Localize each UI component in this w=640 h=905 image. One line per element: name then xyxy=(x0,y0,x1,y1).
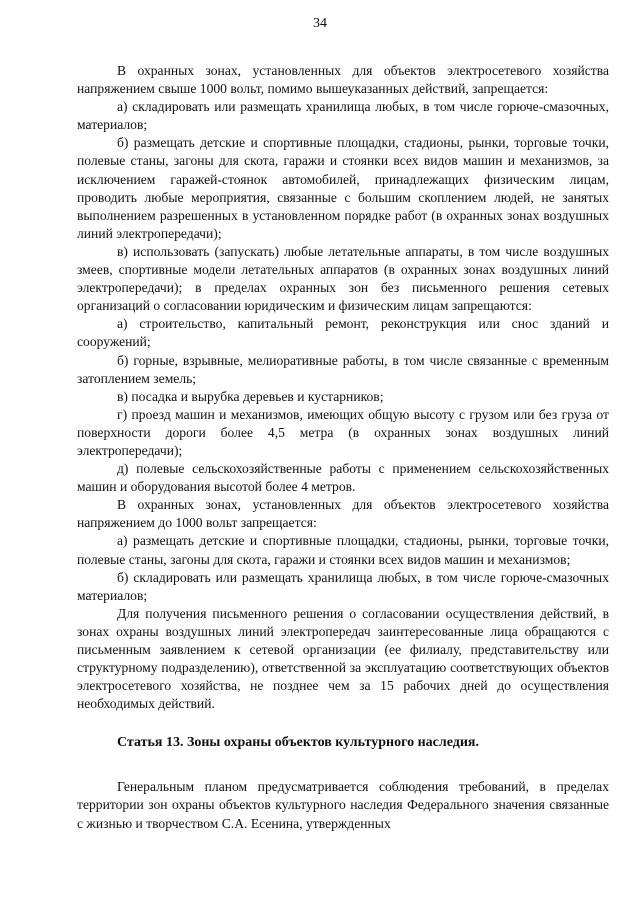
paragraph-item-a-construction: а) строительство, капитальный ремонт, реконструкция или снос зданий и сооружений; xyxy=(77,316,609,350)
paragraph-cultural-heritage: Генеральным планом предусматривается соблюдения требований, в пределах территории зон охраны объектов культурного наследия Федерального значения связанные с жизнью и творчеством С.А. Есенина, утвержденных xyxy=(77,779,609,831)
section-heading: Статья 13. Зоны охраны объектов культурного наследия. xyxy=(117,735,479,751)
paragraph-item-a-fuel-storage: а) складировать или размещать хранилища любых, в том числе горюче-смазочных, материалов; xyxy=(77,99,609,133)
paragraph-approval-procedure: Для получения письменного решения о согласовании осуществления действий, в зонах охраны воздушных линий электропередач заинтересованные лица обращаются с письменным заявлением к сетевой организации (ее филиалу, представительству или структурному подразделению), ответственной за эксплуатацию соответствующих объектов электросетевого хозяйства, не позднее чем за 15 рабочих дней до осуществления необходимых действий. xyxy=(77,605,609,712)
paragraph-item-d-vehicles: г) проезд машин и механизмов, имеющих общую высоту с грузом или без груза от поверхности дороги более 4,5 метра (в охранных зонах воздушных линий электропередачи); xyxy=(77,406,609,458)
paragraph-low-voltage-intro: В охранных зонах, установленных для объектов электросетевого хозяйства напряжением до 1000 вольт запрещается: xyxy=(77,497,609,531)
paragraph-item-c-trees: в) посадка и вырубка деревьев и кустарников; xyxy=(117,388,384,404)
document-body xyxy=(77,62,609,833)
paragraph-low-voltage-item-b: б) складировать или размещать хранилища любых, в том числе горюче-смазочных материалов; xyxy=(77,569,609,603)
paragraph-high-voltage-intro: В охранных зонах, установленных для объектов электросетевого хозяйства напряжением свыше 1000 вольт, помимо вышеуказанных действий, запрещается: xyxy=(77,63,609,97)
paragraph-item-b-mining: б) горные, взрывные, мелиоративные работы, в том числе связанные с временным затоплением земель; xyxy=(77,352,609,386)
paragraph-item-b-playgrounds: б) размещать детские и спортивные площадки, стадионы, рынки, торговые точки, полевые станы, загоны для скота, гаражи и стоянки всех видов машин и механизмов, за исключением гаражей-стоянок автомобилей, принадлежащих физическим лицам, проводить любые мероприятия, связанные с большим скоплением людей, не занятых выполнением разрешенных в установленном порядке работ (в охранных зонах воздушных линий электропередачи); xyxy=(77,135,609,241)
paragraph-low-voltage-item-a: а) размещать детские и спортивные площадки, стадионы, рынки, торговые точки, полевые станы, загоны для скота, гаражи и стоянки всех видов машин и механизмов; xyxy=(77,533,609,567)
paragraph-item-e-field-work: д) полевые сельскохозяйственные работы с применением сельскохозяйственных машин и оборудования высотой более 4 метров. xyxy=(77,461,609,495)
paragraph-item-c-aircraft: в) использовать (запускать) любые летательные аппараты, в том числе воздушных змеев, спортивные модели летательных аппаратов (в охранных зонах воздушных линий электропередачи); в пределах охранных зон без письменного решения сетевых организаций о согласовании юридическим и физическим лицам запрещаются: xyxy=(77,243,609,314)
page-number: 34 xyxy=(313,16,327,31)
